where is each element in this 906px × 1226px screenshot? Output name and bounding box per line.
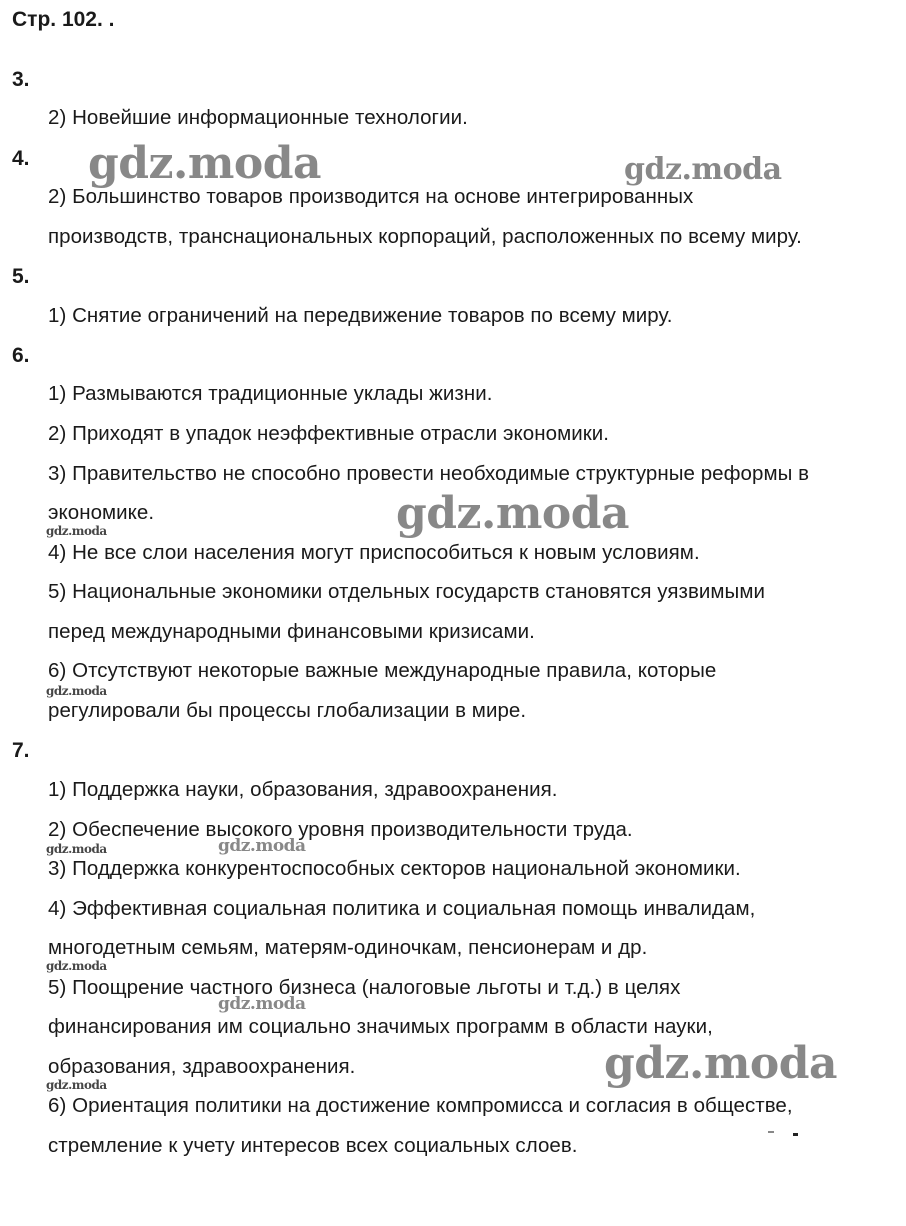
answer-line: перед международными финансовыми кризисами. — [48, 620, 535, 643]
question-number: 6. — [12, 344, 30, 367]
answer-line: экономике. — [48, 501, 155, 524]
watermark: gdz.moda — [218, 994, 306, 1014]
stray-mark — [768, 1131, 774, 1133]
answer-line: 3) Поддержка конкурентоспособных секторов национальной экономики. — [48, 857, 741, 880]
answer-line: финансирования им социально значимых программ в области науки, — [48, 1015, 713, 1038]
answer-line: 2) Приходят в упадок неэффективные отрасли экономики. — [48, 422, 609, 445]
answer-line: 2) Обеспечение высокого уровня производительности труда. — [48, 818, 633, 841]
answer-line: регулировали бы процессы глобализации в мире. — [48, 699, 527, 722]
answer-line: 4) Не все слои населения могут приспособиться к новым условиям. — [48, 541, 700, 564]
watermark: gdz.moda — [624, 152, 782, 187]
answer-line: 2) Большинство товаров производится на основе интегрированных — [48, 185, 694, 208]
answer-line: 4) Эффективная социальная политика и социальная помощь инвалидам, — [48, 897, 756, 920]
watermark: gdz.moda — [396, 488, 630, 539]
answer-line: образования, здравоохранения. — [48, 1055, 356, 1078]
watermark: gdz.moda — [46, 1078, 107, 1092]
page-title: Стр. 102. . — [12, 8, 115, 31]
answer-line: 1) Снятие ограничений на передвижение товаров по всему миру. — [48, 304, 673, 327]
answer-line: производств, транснациональных корпораций, расположенных по всему миру. — [48, 225, 802, 248]
watermark: gdz.moda — [88, 138, 322, 189]
answer-line: 1) Размываются традиционные уклады жизни. — [48, 382, 493, 405]
question-number: 5. — [12, 265, 30, 288]
watermark: gdz.moda — [604, 1038, 838, 1089]
answer-line: 5) Национальные экономики отдельных государств становятся уязвимыми — [48, 580, 765, 603]
watermark: gdz.moda — [46, 959, 107, 973]
answer-line: 6) Ориентация политики на достижение компромисса и согласия в обществе, — [48, 1094, 793, 1117]
answer-line: 2) Новейшие информационные технологии. — [48, 106, 468, 129]
answer-line: 5) Поощрение частного бизнеса (налоговые льготы и т.д.) в целях — [48, 976, 681, 999]
watermark: gdz.moda — [46, 842, 107, 856]
answer-line: 6) Отсутствуют некоторые важные международные правила, которые — [48, 659, 717, 682]
watermark: gdz.moda — [218, 836, 306, 856]
answer-line: стремление к учету интересов всех социальных слоев. — [48, 1134, 578, 1157]
answer-line: многодетным семьям, матерям-одиночкам, пенсионерам и др. — [48, 936, 648, 959]
watermark: gdz.moda — [46, 684, 107, 698]
answer-line: 3) Правительство не способно провести необходимые структурные реформы в — [48, 462, 810, 485]
stray-mark — [793, 1133, 798, 1136]
question-number: 7. — [12, 739, 30, 762]
question-number: 3. — [12, 68, 30, 91]
answer-line: 1) Поддержка науки, образования, здравоохранения. — [48, 778, 558, 801]
watermark: gdz.moda — [46, 524, 107, 538]
question-number: 4. — [12, 147, 30, 170]
